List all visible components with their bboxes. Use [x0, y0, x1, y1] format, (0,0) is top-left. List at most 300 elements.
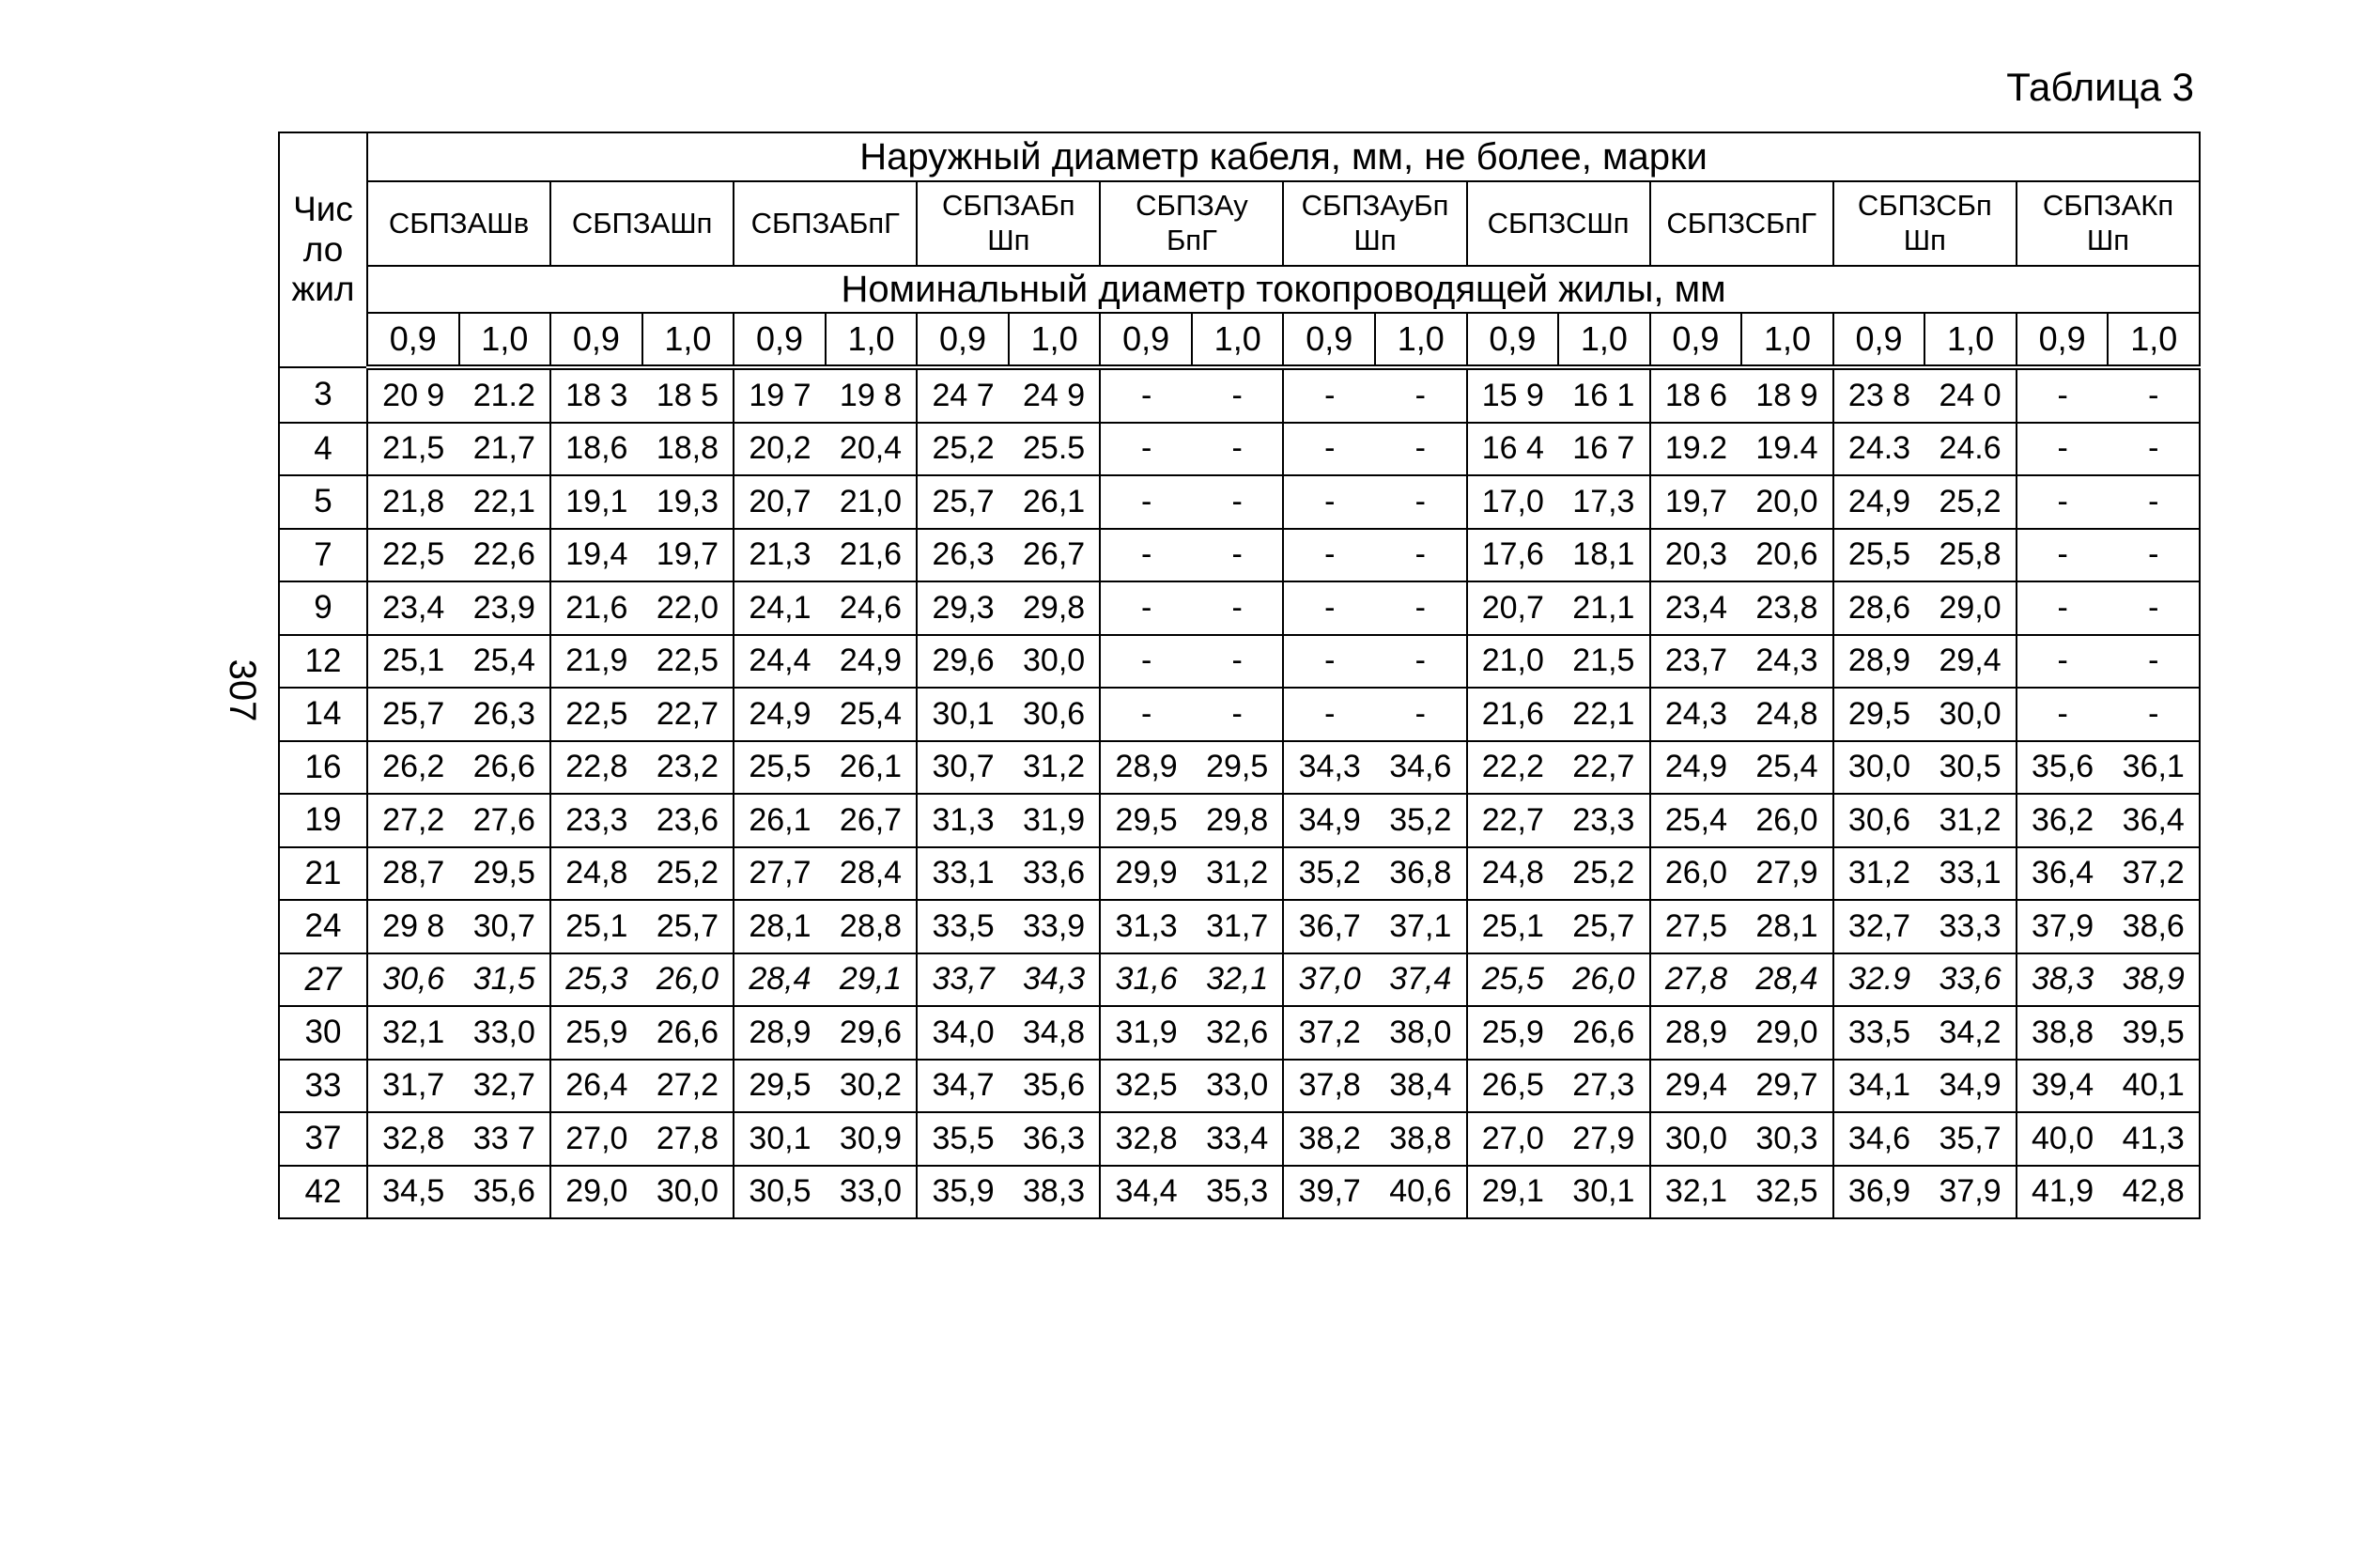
diameter-cell: 36,4: [2108, 794, 2200, 847]
diameter-cell: 34,9: [1924, 1060, 2017, 1113]
diameter-cell: 25,2: [917, 423, 1009, 476]
diameter-cell: 18,6: [550, 423, 642, 476]
diameter-cell: 30,6: [1833, 794, 1925, 847]
diameter-cell: -: [2017, 475, 2109, 529]
diameter-cell: 26,7: [1009, 529, 1101, 582]
diameter-cell: 19,1: [550, 475, 642, 529]
diameter-cell: 34,1: [1833, 1060, 1925, 1113]
core-count-cell: 27: [279, 953, 367, 1007]
diameter-cell: 35,7: [1924, 1112, 2017, 1166]
table-row: [279, 1060, 2200, 1113]
diameter-cell: -: [2108, 423, 2200, 476]
diameter-cell: 20,3: [1650, 529, 1742, 582]
diameter-cell: -: [2108, 688, 2200, 741]
diameter-cell: -: [1192, 635, 1284, 689]
diameter-cell: 37,1: [1375, 900, 1467, 953]
diameter-cell: -: [1283, 688, 1375, 741]
diameter-cell: 24,1: [734, 581, 826, 635]
diameter-cell: 24.6: [1924, 423, 2017, 476]
core-count-cell: 37: [279, 1112, 367, 1166]
diameter-cell: 31,6: [1100, 953, 1192, 1007]
diameter-cell: 34,6: [1833, 1112, 1925, 1166]
diameter-cell: 22,7: [1558, 741, 1650, 795]
diameter-cell: 30,0: [1009, 635, 1101, 689]
diameter-cell: -: [1375, 688, 1467, 741]
diameter-cell: 29,5: [1192, 741, 1284, 795]
diameter-cell: 28,9: [1650, 1006, 1742, 1060]
diameter-cell: 37,9: [1924, 1166, 2017, 1219]
brand-header: СБПЗАу БпГ: [1100, 181, 1283, 266]
diameter-cell: 20,2: [734, 423, 826, 476]
brand-header: СБПЗСБпГ: [1650, 181, 1833, 266]
diameter-cell: 35,2: [1375, 794, 1467, 847]
diameter-cell: 31,2: [1924, 794, 2017, 847]
diameter-cell: -: [1375, 581, 1467, 635]
row-label-header: Чис ло жил: [279, 132, 367, 367]
diameter-cell: 35,5: [917, 1112, 1009, 1166]
table-row: [279, 1006, 2200, 1060]
core-count-cell: 4: [279, 423, 367, 476]
diameter-cell: 21,1: [1558, 581, 1650, 635]
diameter-cell: 24,3: [1650, 688, 1742, 741]
diameter-cell: 26,6: [1558, 1006, 1650, 1060]
diameter-cell: 33,7: [917, 953, 1009, 1007]
diameter-cell: 21,6: [550, 581, 642, 635]
diameter-cell: -: [1100, 475, 1192, 529]
diameter-cell: -: [2108, 529, 2200, 582]
outer-diameter-header: Наружный диаметр кабеля, мм, не более, марки: [367, 132, 2200, 181]
diameter-cell: 30,2: [826, 1060, 918, 1113]
diameter-cell: 33,4: [1192, 1112, 1284, 1166]
diameter-cell: 39,4: [2017, 1060, 2109, 1113]
diameter-cell: 38,3: [1009, 1166, 1101, 1219]
diameter-cell: 34,9: [1283, 794, 1375, 847]
table-row: [279, 794, 2200, 847]
diameter-cell: 22,8: [550, 741, 642, 795]
diameter-cell: -: [2017, 529, 2109, 582]
diameter-cell: 39,5: [2108, 1006, 2200, 1060]
diameter-header: 1,0: [2108, 313, 2200, 367]
diameter-cell: 19,7: [642, 529, 734, 582]
diameter-cell: 37,8: [1283, 1060, 1375, 1113]
table-row: [279, 1166, 2200, 1219]
diameter-header: 0,9: [1833, 313, 1925, 367]
diameter-cell: 23,4: [367, 581, 459, 635]
diameter-cell: 25,1: [367, 635, 459, 689]
diameter-cell: 25,9: [550, 1006, 642, 1060]
diameter-cell: 25,2: [1558, 847, 1650, 901]
diameter-cell: 29,8: [1009, 581, 1101, 635]
core-count-cell: 9: [279, 581, 367, 635]
diameter-cell: 18 5: [642, 367, 734, 423]
diameter-cell: 27,2: [642, 1060, 734, 1113]
diameter-cell: 35,2: [1283, 847, 1375, 901]
diameter-cell: -: [1375, 529, 1467, 582]
diameter-cell: 25,4: [459, 635, 551, 689]
diameter-cell: 25,7: [367, 688, 459, 741]
diameter-cell: 29,5: [734, 1060, 826, 1113]
diameter-cell: 32.9: [1833, 953, 1925, 1007]
diameter-cell: 21,3: [734, 529, 826, 582]
diameter-cell: 20,4: [826, 423, 918, 476]
diameter-header: 1,0: [1741, 313, 1833, 367]
diameter-cell: -: [2108, 367, 2200, 423]
brand-header: СБПЗАуБп Шп: [1283, 181, 1466, 266]
diameter-header: 1,0: [1924, 313, 2017, 367]
diameter-cell: 32,5: [1100, 1060, 1192, 1113]
diameter-cell: 37,9: [2017, 900, 2109, 953]
diameter-cell: 28,8: [826, 900, 918, 953]
diameter-cell: 41,9: [2017, 1166, 2109, 1219]
diameter-cell: 20,0: [1741, 475, 1833, 529]
diameter-cell: 29,4: [1924, 635, 2017, 689]
core-count-cell: 19: [279, 794, 367, 847]
diameter-cell: 23,7: [1650, 635, 1742, 689]
table-row: [279, 423, 2200, 476]
diameter-cell: 25,8: [1924, 529, 2017, 582]
diameter-header: 1,0: [642, 313, 734, 367]
table-row: [279, 475, 2200, 529]
diameter-cell: 36,3: [1009, 1112, 1101, 1166]
table-row: [279, 741, 2200, 795]
diameter-cell: 24,6: [826, 581, 918, 635]
core-count-cell: 21: [279, 847, 367, 901]
diameter-cell: 26,0: [1558, 953, 1650, 1007]
diameter-cell: 23,9: [459, 581, 551, 635]
diameter-cell: 25,7: [642, 900, 734, 953]
diameter-cell: 31,2: [1833, 847, 1925, 901]
diameter-cell: 36,7: [1283, 900, 1375, 953]
diameter-cell: 22,1: [1558, 688, 1650, 741]
table-caption: Таблица 3: [2006, 65, 2194, 109]
diameter-cell: 21,6: [826, 529, 918, 582]
diameter-cell: 33,9: [1009, 900, 1101, 953]
table-row: [279, 529, 2200, 582]
diameter-cell: 25.5: [1009, 423, 1101, 476]
diameter-cell: 30,7: [459, 900, 551, 953]
diameter-cell: 31,3: [917, 794, 1009, 847]
diameter-cell: 25,4: [1650, 794, 1742, 847]
diameter-cell: 36,4: [2017, 847, 2109, 901]
diameter-cell: 38,0: [1375, 1006, 1467, 1060]
diameter-cell: 19,7: [1650, 475, 1742, 529]
diameter-cell: 28,6: [1833, 581, 1925, 635]
diameter-header: 0,9: [1467, 313, 1559, 367]
diameter-cell: 21.2: [459, 367, 551, 423]
diameter-cell: 32,1: [367, 1006, 459, 1060]
diameter-cell: 22,5: [367, 529, 459, 582]
diameter-cell: 32,5: [1741, 1166, 1833, 1219]
diameter-cell: 19,3: [642, 475, 734, 529]
diameter-cell: 31,9: [1009, 794, 1101, 847]
diameter-cell: -: [2108, 635, 2200, 689]
diameter-cell: 19 8: [826, 367, 918, 423]
diameter-cell: 26,0: [1741, 794, 1833, 847]
diameter-cell: -: [1283, 529, 1375, 582]
diameter-cell: 24,3: [1741, 635, 1833, 689]
diameter-cell: 24,4: [734, 635, 826, 689]
diameter-cell: 27,9: [1741, 847, 1833, 901]
diameter-cell: 30,1: [1558, 1166, 1650, 1219]
diameter-cell: 28,4: [1741, 953, 1833, 1007]
diameter-cell: 29,0: [550, 1166, 642, 1219]
diameter-cell: 25,1: [550, 900, 642, 953]
diameter-cell: 34,4: [1100, 1166, 1192, 1219]
diameter-cell: 29,5: [459, 847, 551, 901]
diameter-cell: 26,0: [1650, 847, 1742, 901]
core-count-cell: 16: [279, 741, 367, 795]
diameter-cell: 18,1: [1558, 529, 1650, 582]
diameter-cell: 26,3: [459, 688, 551, 741]
diameter-cell: 23,6: [642, 794, 734, 847]
diameter-cell: 30,6: [1009, 688, 1101, 741]
diameter-cell: 16 1: [1558, 367, 1650, 423]
brand-header: СБПЗАКп Шп: [2017, 181, 2200, 266]
diameter-cell: 32,8: [367, 1112, 459, 1166]
diameter-header: 0,9: [1100, 313, 1192, 367]
diameter-cell: 30,0: [1924, 688, 2017, 741]
diameter-cell: 24 9: [1009, 367, 1101, 423]
diameter-cell: 17,6: [1467, 529, 1559, 582]
diameter-cell: -: [1100, 581, 1192, 635]
diameter-cell: 24,8: [1467, 847, 1559, 901]
diameter-cell: 25,9: [1467, 1006, 1559, 1060]
core-count-cell: 33: [279, 1060, 367, 1113]
diameter-cell: 24,9: [1833, 475, 1925, 529]
diameter-cell: 27,9: [1558, 1112, 1650, 1166]
diameter-cell: 20,7: [734, 475, 826, 529]
diameter-cell: 30,5: [1924, 741, 2017, 795]
diameter-cell: 42,8: [2108, 1166, 2200, 1219]
diameter-cell: 35,6: [1009, 1060, 1101, 1113]
diameter-cell: 21,0: [1467, 635, 1559, 689]
diameter-cell: 31,5: [459, 953, 551, 1007]
diameter-cell: 26,0: [642, 953, 734, 1007]
diameter-cell: 16 4: [1467, 423, 1559, 476]
diameter-cell: 18 9: [1741, 367, 1833, 423]
diameter-cell: 31,3: [1100, 900, 1192, 953]
table-row: [279, 847, 2200, 901]
diameter-header: 1,0: [1009, 313, 1101, 367]
diameter-cell: 22,6: [459, 529, 551, 582]
diameter-cell: 26,2: [367, 741, 459, 795]
diameter-cell: 40,6: [1375, 1166, 1467, 1219]
diameter-cell: 36,8: [1375, 847, 1467, 901]
diameter-cell: 20,7: [1467, 581, 1559, 635]
diameter-cell: 25,2: [642, 847, 734, 901]
diameter-cell: 34,3: [1009, 953, 1101, 1007]
diameter-cell: -: [2017, 635, 2109, 689]
diameter-cell: 38,3: [2017, 953, 2109, 1007]
diameter-cell: -: [1283, 423, 1375, 476]
diameter-header: 0,9: [2017, 313, 2109, 367]
diameter-cell: 15 9: [1467, 367, 1559, 423]
diameter-cell: 19 7: [734, 367, 826, 423]
diameter-cell: 24,9: [826, 635, 918, 689]
diameter-cell: 38,6: [2108, 900, 2200, 953]
diameter-cell: -: [2017, 367, 2109, 423]
diameter-cell: -: [1192, 367, 1284, 423]
diameter-cell: 31,7: [367, 1060, 459, 1113]
diameter-cell: 35,9: [917, 1166, 1009, 1219]
core-count-cell: 12: [279, 635, 367, 689]
diameter-cell: 33,6: [1009, 847, 1101, 901]
diameter-cell: 28,9: [1833, 635, 1925, 689]
diameter-cell: 27,0: [550, 1112, 642, 1166]
diameter-cell: 20 9: [367, 367, 459, 423]
diameter-cell: 28,1: [1741, 900, 1833, 953]
diameter-cell: 32,6: [1192, 1006, 1284, 1060]
diameter-cell: 18,8: [642, 423, 734, 476]
diameter-cell: 26,3: [917, 529, 1009, 582]
diameter-cell: 34,0: [917, 1006, 1009, 1060]
diameter-cell: 38,2: [1283, 1112, 1375, 1166]
diameter-cell: -: [2017, 688, 2109, 741]
diameter-cell: 29,3: [917, 581, 1009, 635]
page-number: 307: [222, 658, 263, 722]
diameter-cell: -: [1375, 423, 1467, 476]
diameter-cell: 30,0: [1650, 1112, 1742, 1166]
diameter-cell: 38,8: [1375, 1112, 1467, 1166]
diameter-cell: -: [1100, 635, 1192, 689]
diameter-cell: 32,7: [459, 1060, 551, 1113]
diameter-cell: 22,1: [459, 475, 551, 529]
diameter-cell: 36,1: [2108, 741, 2200, 795]
diameter-cell: 19.2: [1650, 423, 1742, 476]
brand-header: СБПЗАШв: [367, 181, 550, 266]
diameter-cell: -: [1283, 475, 1375, 529]
diameter-cell: 26,6: [642, 1006, 734, 1060]
diameter-cell: 41,3: [2108, 1112, 2200, 1166]
diameter-cell: 30,1: [917, 688, 1009, 741]
diameter-cell: 29,1: [826, 953, 918, 1007]
diameter-cell: -: [1100, 423, 1192, 476]
diameter-cell: -: [1100, 529, 1192, 582]
diameter-cell: -: [1283, 367, 1375, 423]
diameter-cell: 28,4: [734, 953, 826, 1007]
diameter-cell: -: [1283, 635, 1375, 689]
brand-header: СБПЗАБпГ: [734, 181, 917, 266]
diameter-cell: 24 0: [1924, 367, 2017, 423]
diameter-cell: 27,0: [1467, 1112, 1559, 1166]
diameter-cell: 28,1: [734, 900, 826, 953]
diameter-header: 0,9: [1283, 313, 1375, 367]
diameter-cell: 17,0: [1467, 475, 1559, 529]
diameter-cell: 34,5: [367, 1166, 459, 1219]
diameter-header: 1,0: [826, 313, 918, 367]
diameter-cell: 29,0: [1741, 1006, 1833, 1060]
diameter-cell: 34,2: [1924, 1006, 2017, 1060]
diameter-cell: 26,7: [826, 794, 918, 847]
diameter-cell: 33,0: [1192, 1060, 1284, 1113]
diameter-cell: 29,1: [1467, 1166, 1559, 1219]
diameter-cell: 18 6: [1650, 367, 1742, 423]
diameter-cell: 38,9: [2108, 953, 2200, 1007]
diameter-cell: 29,9: [1100, 847, 1192, 901]
diameter-header: 0,9: [367, 313, 459, 367]
diameter-cell: 29,5: [1100, 794, 1192, 847]
diameter-cell: -: [1192, 581, 1284, 635]
diameter-cell: 23,8: [1741, 581, 1833, 635]
diameter-cell: 34,8: [1009, 1006, 1101, 1060]
diameter-cell: 23,3: [550, 794, 642, 847]
diameter-header: 1,0: [459, 313, 551, 367]
diameter-cell: 28,4: [826, 847, 918, 901]
diameter-cell: 29 8: [367, 900, 459, 953]
diameter-cell: 33,6: [1924, 953, 2017, 1007]
diameter-cell: 21,9: [550, 635, 642, 689]
diameter-cell: 24,8: [550, 847, 642, 901]
diameter-cell: 29,6: [826, 1006, 918, 1060]
table-row: [279, 900, 2200, 953]
diameter-cell: -: [1375, 475, 1467, 529]
diameter-cell: 34,3: [1283, 741, 1375, 795]
brand-header: СБПЗАБп Шп: [917, 181, 1100, 266]
diameter-cell: 29,5: [1833, 688, 1925, 741]
diameter-cell: 31,2: [1009, 741, 1101, 795]
diameter-cell: 26,1: [826, 741, 918, 795]
diameter-cell: 22,0: [642, 581, 734, 635]
diameter-cell: 29,4: [1650, 1060, 1742, 1113]
diameter-cell: 25,5: [1833, 529, 1925, 582]
diameter-cell: 27,6: [459, 794, 551, 847]
diameter-cell: 23,4: [1650, 581, 1742, 635]
conductor-diameter-header: Номинальный диаметр токопроводящей жилы, мм: [367, 266, 2200, 313]
diameter-cell: 33,1: [917, 847, 1009, 901]
diameter-cell: 24,8: [1741, 688, 1833, 741]
diameter-cell: 25,1: [1467, 900, 1559, 953]
diameter-cell: 31,7: [1192, 900, 1284, 953]
diameter-cell: 31,9: [1100, 1006, 1192, 1060]
table-row: [279, 581, 2200, 635]
core-count-cell: 7: [279, 529, 367, 582]
diameter-cell: -: [1100, 688, 1192, 741]
diameter-cell: 32,1: [1192, 953, 1284, 1007]
diameter-cell: 24.3: [1833, 423, 1925, 476]
diameter-cell: 38,8: [2017, 1006, 2109, 1060]
diameter-cell: 20,6: [1741, 529, 1833, 582]
diameter-cell: 25,5: [734, 741, 826, 795]
diameter-cell: 39,7: [1283, 1166, 1375, 1219]
diameter-cell: 21,5: [1558, 635, 1650, 689]
diameter-cell: 26,1: [734, 794, 826, 847]
diameter-cell: -: [1375, 635, 1467, 689]
diameter-cell: 37,2: [2108, 847, 2200, 901]
diameter-cell: 33,3: [1924, 900, 2017, 953]
cable-diameter-table: [278, 132, 2201, 1219]
diameter-cell: 38,4: [1375, 1060, 1467, 1113]
diameter-cell: 29,8: [1192, 794, 1284, 847]
diameter-cell: 21,7: [459, 423, 551, 476]
diameter-cell: 33,0: [826, 1166, 918, 1219]
diameter-cell: 16 7: [1558, 423, 1650, 476]
core-count-cell: 24: [279, 900, 367, 953]
diameter-cell: 27,8: [1650, 953, 1742, 1007]
diameter-cell: 27,3: [1558, 1060, 1650, 1113]
core-count-cell: 5: [279, 475, 367, 529]
diameter-cell: 19,4: [550, 529, 642, 582]
diameter-cell: -: [1192, 423, 1284, 476]
diameter-cell: 24 7: [917, 367, 1009, 423]
diameter-cell: 40,1: [2108, 1060, 2200, 1113]
diameter-cell: -: [1192, 529, 1284, 582]
diameter-cell: 25,4: [826, 688, 918, 741]
table-row: [279, 953, 2200, 1007]
diameter-cell: 21,5: [367, 423, 459, 476]
diameter-cell: 21,0: [826, 475, 918, 529]
diameter-cell: 34,6: [1375, 741, 1467, 795]
diameter-cell: 21,8: [367, 475, 459, 529]
